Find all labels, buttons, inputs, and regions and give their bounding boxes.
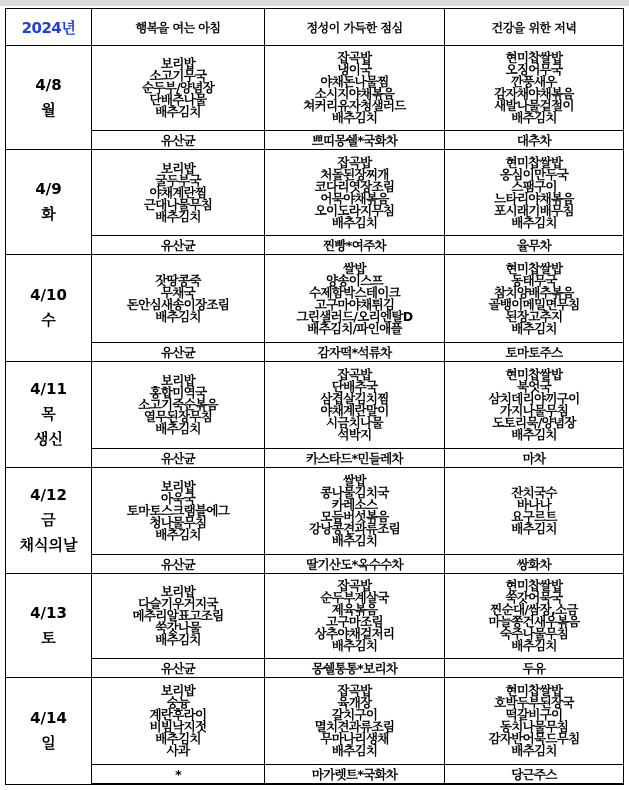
dinner-snack: 마차 — [445, 449, 624, 468]
dinner-item: 옹심이만두국 — [499, 166, 569, 182]
lunch-item: 쌀밥 — [343, 260, 366, 276]
dinner-cell — [445, 574, 624, 659]
breakfast-item: 소고기죽순볶음 — [138, 397, 218, 412]
meal-row — [6, 46, 624, 131]
breakfast-cell — [92, 468, 265, 555]
meal-row — [6, 574, 624, 659]
breakfast-item: 배추김치 — [155, 104, 201, 119]
lunch-item: 잡곡밥 — [337, 578, 372, 593]
dinner-item: 새발나물겉절이 — [494, 98, 574, 113]
dinner-item: 호박두부된장국 — [494, 695, 574, 710]
lunch-item: 고구마조림 — [326, 614, 383, 629]
breakfast-item: 계란후라이 — [149, 707, 207, 722]
weekly-meal-table — [5, 8, 624, 785]
dinner-item: 동태무국 — [511, 272, 557, 288]
breakfast-item: 잣땅콩죽 — [155, 272, 201, 288]
dinner-item: 배추김치 — [511, 638, 557, 653]
lunch-snack: 감자떡*석류차 — [265, 343, 445, 362]
lunch-item: 소시지야채볶음 — [314, 86, 395, 101]
dinner-item: 배추김치 — [511, 427, 557, 442]
breakfast-cell — [92, 150, 265, 236]
dinner-item: 깐풍새우 — [511, 74, 557, 89]
header-row — [6, 9, 624, 46]
lunch-item: 석박지 — [337, 427, 372, 442]
meal-row — [6, 678, 624, 765]
day-weekday: 월 — [41, 100, 56, 119]
dinner-cell — [445, 362, 624, 449]
dinner-snack: 당근주스 — [445, 765, 624, 785]
dinner-item: 요구르트 — [511, 509, 557, 524]
lunch-item: 갈치구이 — [331, 707, 378, 722]
lunch-item: 오이도라지무침 — [314, 202, 395, 218]
breakfast-snack: 유산균 — [92, 449, 265, 468]
breakfast-item: 순두부/양념장 — [141, 80, 215, 95]
lunch-item: 순두부계살국 — [320, 590, 389, 605]
dinner-snack: 대추차 — [445, 131, 624, 150]
dinner-cell — [445, 150, 624, 236]
breakfast-item: 비빔낙지젓 — [149, 719, 207, 734]
lunch-item: 배추김치/파인애플 — [307, 320, 402, 336]
lunch-item: 콩나물김치국 — [320, 485, 389, 500]
breakfast-item: 다슬기우거지국 — [138, 596, 218, 611]
breakfast-cell — [92, 255, 265, 343]
lunch-cell — [265, 255, 445, 343]
lunch-item: 카레소스 — [331, 497, 378, 512]
lunch-item: 야채돈나물찜 — [320, 74, 389, 89]
lunch-item: 강낭콩견과류조림 — [308, 521, 400, 536]
dinner-item: 북엇국 — [516, 379, 552, 394]
day-date: 4/13 — [30, 603, 67, 622]
breakfast-snack: 유산균 — [92, 659, 265, 678]
lunch-item: 배추김치 — [331, 533, 378, 548]
day-date: 4/14 — [30, 708, 67, 727]
breakfast-item: 돈안심새송이장조림 — [126, 296, 230, 312]
breakfast-item: 배추김치 — [155, 421, 201, 436]
breakfast-item: 홍합미역국 — [149, 385, 207, 400]
lunch-header: 정성이 가득한 점심 — [265, 9, 445, 46]
breakfast-item: 아욱국 — [160, 491, 196, 506]
dinner-item: 참치양배추볶음 — [494, 284, 574, 300]
lunch-item: 수제함박스테이크 — [308, 284, 400, 300]
lunch-cell — [265, 678, 445, 765]
dinner-item: 현미찹쌀밥 — [505, 683, 563, 698]
breakfast-header: 행복을 여는 아침 — [92, 9, 265, 46]
breakfast-item: 배추김치 — [155, 731, 201, 746]
dinner-item: 배추김치 — [511, 521, 557, 536]
snack-row — [6, 343, 624, 362]
dinner-item: 동치나물무침 — [499, 719, 569, 734]
lunch-item: 야채계란말이 — [320, 403, 389, 418]
dinner-snack: 토마토주스 — [445, 343, 624, 362]
dinner-snack: 쌍화차 — [445, 555, 624, 574]
lunch-item: 멸치견과류조림 — [314, 719, 395, 734]
breakfast-item: 배추김치 — [155, 208, 201, 224]
breakfast-item: 열무된장무침 — [143, 409, 213, 424]
dinner-cell — [445, 46, 624, 131]
lunch-item: 제육볶음 — [331, 602, 378, 617]
breakfast-snack: 유산균 — [92, 131, 265, 150]
day-weekday: 일 — [41, 733, 56, 752]
lunch-item: 양송이스프 — [326, 272, 383, 288]
dinner-item: 가지나물무침 — [499, 403, 569, 418]
dinner-item: 느타리야채볶음 — [494, 190, 574, 206]
breakfast-item: 메추리알표고조림 — [132, 608, 224, 623]
breakfast-item: 배추김치 — [155, 527, 201, 542]
snack-row — [6, 555, 624, 574]
dinner-snack: 율무차 — [445, 236, 624, 255]
lunch-cell — [265, 574, 445, 659]
breakfast-item: 근대나물무침 — [143, 196, 213, 212]
breakfast-item: 야채계란찜 — [149, 184, 207, 200]
breakfast-item: 굴두부국 — [155, 172, 201, 188]
day-date: 4/10 — [30, 286, 67, 304]
lunch-snack: 카스타드*민들레차 — [265, 449, 445, 468]
breakfast-snack: * — [92, 765, 265, 785]
day-weekday: 금 — [41, 511, 56, 529]
breakfast-item: 숭늉 — [166, 695, 190, 710]
dinner-item: 삼치데리야끼구이 — [488, 391, 580, 406]
dinner-item: 스팸구이 — [511, 178, 557, 194]
dinner-snack: 두유 — [445, 659, 624, 678]
lunch-snack: 몽쉘통통*보리차 — [265, 659, 445, 678]
meal-row — [6, 362, 624, 449]
breakfast-item: 단배추나물 — [149, 92, 207, 107]
dinner-cell — [445, 468, 624, 555]
lunch-snack: 쁘띠몽쉘*국화차 — [265, 131, 445, 150]
meal-row — [6, 150, 624, 236]
lunch-item: 쳐커리유자청샐러드 — [303, 98, 406, 113]
breakfast-cell — [92, 574, 265, 659]
top-edge-bar — [0, 0, 629, 6]
breakfast-item: 무채국 — [160, 284, 196, 300]
dinner-item: 현미찹쌀밥 — [505, 50, 563, 65]
day-note: 채식의날 — [19, 536, 78, 554]
day-cell — [6, 574, 92, 678]
dinner-cell — [445, 255, 624, 343]
year-header: 2024년 — [6, 9, 92, 46]
breakfast-cell — [92, 46, 265, 131]
breakfast-item: 쑥갓나물 — [155, 620, 201, 635]
day-cell — [6, 678, 92, 785]
breakfast-item: 보리밥 — [160, 479, 196, 494]
dinner-item: 현미찹쌀밥 — [505, 367, 563, 382]
dinner-header: 건강을 위한 저녁 — [445, 9, 624, 46]
breakfast-item: 배추김치 — [155, 632, 201, 647]
dinner-item: 쑥갓어묵국 — [505, 590, 563, 605]
day-date: 4/12 — [30, 486, 67, 504]
breakfast-item: 사과 — [166, 743, 190, 758]
dinner-item: 도토리묵/양념장 — [492, 415, 576, 430]
lunch-item: 어묵야채볶음 — [320, 190, 389, 206]
day-cell — [6, 150, 92, 255]
day-note: 생신 — [34, 430, 63, 448]
day-date: 4/11 — [30, 380, 67, 398]
breakfast-item: 보리밥 — [160, 683, 196, 698]
lunch-item: 상추야채겉저리 — [314, 626, 395, 641]
breakfast-item: 청나물무침 — [149, 515, 207, 530]
menu-body — [6, 46, 624, 785]
day-weekday: 토 — [41, 628, 56, 647]
breakfast-item: 보리밥 — [160, 584, 196, 599]
snack-row — [6, 449, 624, 468]
dinner-item: 숙주나물무침 — [499, 626, 569, 641]
dinner-item: 감자반어묵드무침 — [488, 731, 580, 746]
dinner-item: 포시래기배무침 — [494, 202, 574, 218]
breakfast-item: 보리밥 — [160, 56, 196, 71]
breakfast-item: 소고기무국 — [149, 68, 207, 83]
lunch-cell — [265, 468, 445, 555]
dinner-item: 현미찹쌀밥 — [505, 154, 563, 170]
day-date: 4/9 — [35, 180, 62, 198]
dinner-item: 바나나 — [516, 497, 552, 512]
dinner-item: 감자채야채볶음 — [494, 86, 574, 101]
lunch-item: 육개장 — [337, 695, 372, 710]
day-weekday: 화 — [41, 205, 56, 223]
dinner-item: 현미찹쌀밥 — [505, 578, 563, 593]
meal-row — [6, 468, 624, 555]
lunch-item: 시금치나물 — [326, 415, 383, 430]
day-cell — [6, 468, 92, 574]
lunch-item: 삼겹살김치찜 — [320, 391, 389, 406]
breakfast-snack: 유산균 — [92, 343, 265, 362]
lunch-cell — [265, 46, 445, 131]
lunch-item: 배추김치 — [331, 638, 378, 653]
breakfast-item: 배추김치 — [155, 308, 201, 324]
day-date: 4/8 — [35, 75, 62, 94]
day-cell — [6, 46, 92, 150]
lunch-snack: 마가렛트*국화차 — [265, 765, 445, 785]
lunch-item: 그린샐러드/오리엔탈D — [296, 308, 413, 324]
day-cell — [6, 362, 92, 468]
lunch-item: 무마나리생채 — [320, 731, 389, 746]
dinner-item: 된장고추지 — [505, 308, 563, 324]
breakfast-snack: 유산균 — [92, 555, 265, 574]
snack-row — [6, 765, 624, 785]
dinner-item: 배추김치 — [511, 110, 557, 125]
breakfast-snack: 유산균 — [92, 236, 265, 255]
lunch-cell — [265, 362, 445, 449]
snack-row — [6, 236, 624, 255]
breakfast-item: 토마토스크램블에그 — [126, 503, 230, 518]
breakfast-item: 보리밥 — [160, 373, 196, 388]
lunch-item: 쌀밥 — [343, 473, 366, 488]
breakfast-cell — [92, 362, 265, 449]
lunch-snack: 딸기산도*옥수수차 — [265, 555, 445, 574]
day-weekday: 수 — [41, 311, 56, 329]
dinner-item: 잔치국수 — [511, 485, 557, 500]
dinner-item: 오징어무국 — [505, 62, 563, 77]
dinner-item: 마늘쫑건새우볶음 — [488, 614, 580, 629]
dinner-item: 골뱅이메밀면무침 — [488, 296, 580, 312]
lunch-item: 냉이국 — [337, 62, 372, 77]
lunch-cell — [265, 150, 445, 236]
dinner-cell — [445, 678, 624, 765]
dinner-item: 배추김치 — [511, 320, 557, 336]
dinner-item: 찐순대/쌈장,소금 — [490, 602, 578, 617]
lunch-item: 배추김치 — [331, 743, 378, 758]
snack-row — [6, 659, 624, 678]
lunch-item: 배추김치 — [331, 214, 378, 230]
day-weekday: 목 — [41, 405, 56, 423]
meal-row — [6, 255, 624, 343]
lunch-snack: 찐빵*여주차 — [265, 236, 445, 255]
dinner-item: 현미찹쌀밥 — [505, 260, 563, 276]
dinner-item: 배추김치 — [511, 743, 557, 758]
day-cell — [6, 255, 92, 362]
lunch-item: 잡곡밥 — [337, 367, 372, 382]
lunch-item: 모듬버섯볶음 — [320, 509, 389, 524]
lunch-item: 잡곡밥 — [337, 683, 372, 698]
dinner-item: 배추김치 — [511, 214, 557, 230]
lunch-item: 잡곡밥 — [337, 154, 372, 170]
snack-row — [6, 131, 624, 150]
lunch-item: 단배추국 — [331, 379, 378, 394]
lunch-item: 잡곡밥 — [337, 50, 372, 65]
lunch-item: 배추김치 — [331, 110, 378, 125]
lunch-item: 코다리엿장조림 — [314, 178, 395, 194]
lunch-item: 고구마야채튀김 — [314, 296, 395, 312]
breakfast-cell — [92, 678, 265, 765]
breakfast-item: 보리밥 — [160, 160, 196, 176]
dinner-item: 떡갈비구이 — [505, 707, 563, 722]
lunch-item: 처돌된장찌개 — [320, 166, 389, 182]
